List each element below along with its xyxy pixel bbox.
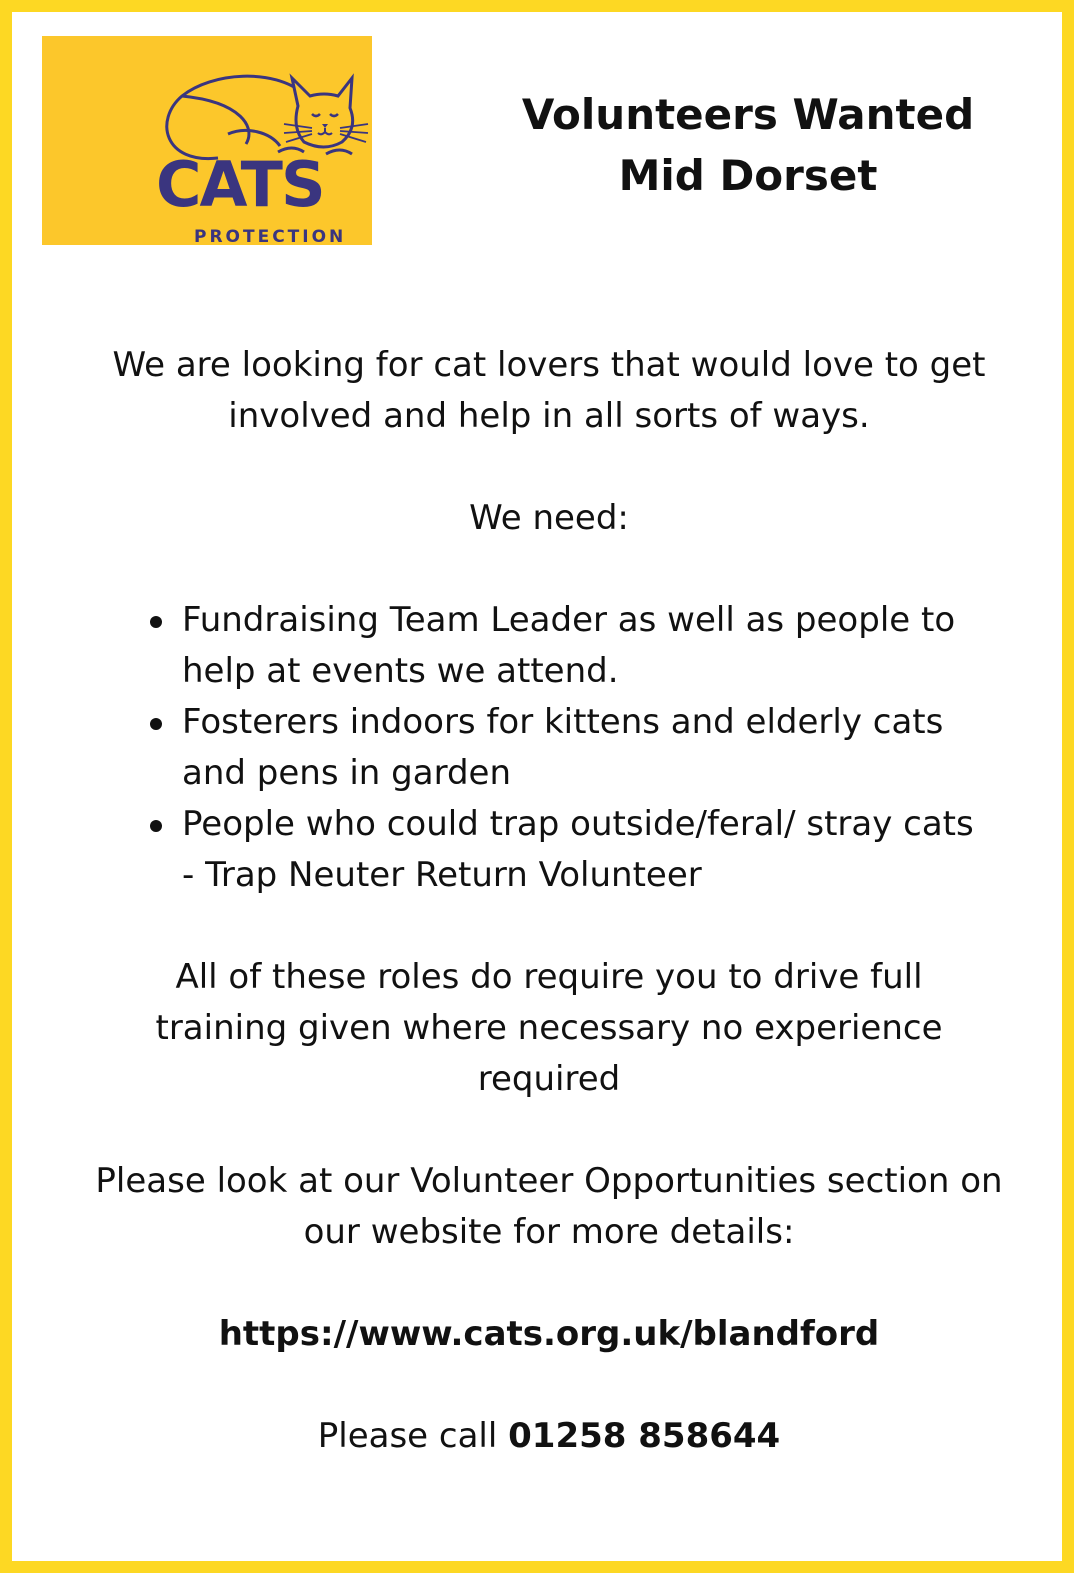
contact-line [92, 1411, 1006, 1462]
poster-body [92, 340, 1006, 1513]
list-item [92, 799, 1006, 901]
cats-protection-logo [42, 36, 372, 245]
bullet-icon [150, 616, 162, 628]
logo-wordmark: CATS [156, 148, 324, 221]
logo-subtitle: PROTECTION [194, 227, 347, 247]
phone-number[interactable]: 01258 858644 [508, 1416, 781, 1456]
needs-heading: We need: [469, 498, 629, 538]
list-item-text: Fundraising Team Leader as well as people to help at events we attend. [182, 600, 956, 691]
list-item [92, 697, 1006, 799]
bullet-icon [150, 820, 162, 832]
list-item-text: Fosterers indoors for kittens and elderly cats and pens in garden [182, 702, 944, 793]
intro-paragraph: We are looking for cat lovers that would love to get involved and help in all sorts of ways. [112, 345, 986, 436]
website-prompt: Please look at our Volunteer Opportunities section on our website for more details: [95, 1161, 1003, 1252]
list-item-text: People who could trap outside/feral/ stray cats - Trap Neuter Return Volunteer [182, 804, 974, 895]
requirements-paragraph: All of these roles do require you to drive full training given where necessary no experience required [155, 957, 943, 1099]
needs-list [92, 595, 1006, 901]
page-title [412, 84, 1074, 206]
website-link[interactable]: https://www.cats.org.uk/blandford [218, 1314, 880, 1354]
contact-prefix: Please call [317, 1416, 509, 1456]
bullet-icon [150, 718, 162, 730]
title-line-1: Volunteers Wanted [521, 90, 975, 139]
title-line-2: Mid Dorset [618, 151, 878, 200]
list-item [92, 595, 1006, 697]
